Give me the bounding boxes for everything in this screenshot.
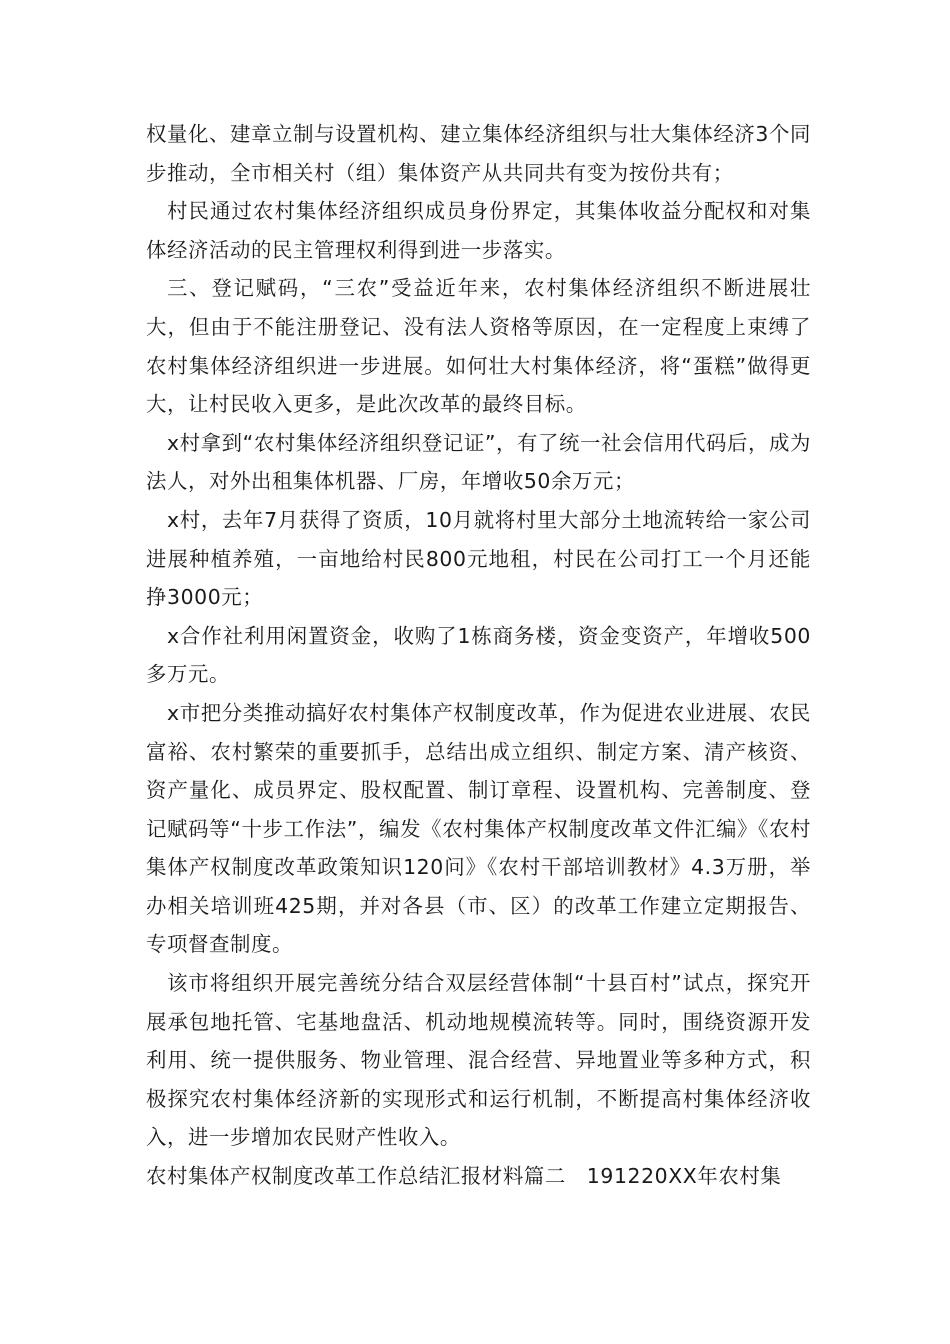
section-heading-line: 农村集体产权制度改革工作总结汇报材料篇二 191220XX年农村集	[146, 1164, 782, 1189]
document-body	[146, 115, 811, 1196]
paragraph-7: x市把分类推动搞好农村集体产权制度改革，作为促进农业进展、农民富裕、农村繁荣的重要抓手，总结出成立组织、制定方案、清产核资、资产量化、成员界定、股权配置、制订章程、设置机构、完善制度、登记赋码等“十步工作法”，编发《农村集体产权制度改革文件汇编》《农村集体产权制度改革政策知识120问》《农村干部培训教材》4.3万册，举办相关培训班425期，并对各县（市、区）的改革工作建立定期报告、专项督查制度。	[146, 700, 811, 957]
paragraph-6: x合作社利用闲置资金，收购了1栋商务楼，资金变资产，年增收500多万元。	[146, 623, 811, 687]
paragraph-5: x村，去年7月获得了资质，10月就将村里大部分土地流转给一家公司进展种植养殖，一亩地给村民800元地租，村民在公司打工一个月还能挣3000元；	[146, 507, 811, 610]
paragraph-8: 该市将组织开展完善统分结合双层经营体制“十县百村”试点，探究开展承包地托管、宅基地盘活、机动地规模流转等。同时，围绕资源开发利用、统一提供服务、物业管理、混合经营、异地置业等多种方式，积极探究农村集体经济新的实现形式和运行机制，不断提高村集体经济收入，进一步增加农民财产性收入。	[146, 971, 811, 1150]
paragraph-2: 村民通过农村集体经济组织成员身份界定，其集体收益分配权和对集体经济活动的民主管理权利得到进一步落实。	[146, 199, 811, 262]
paragraph-3: 三、登记赋码，“三农”受益近年来，农村集体经济组织不断进展壮大，但由于不能注册登记、没有法人资格等原因，在一定程度上束缚了农村集体经济组织进一步进展。如何壮大村集体经济，将“蛋糕”做得更大，让村民收入更多，是此次改革的最终目标。	[146, 276, 811, 417]
paragraph-1: 权量化、建章立制与设置机构、建立集体经济组织与壮大集体经济3个同步推动，全市相关村（组）集体资产从共同共有变为按份共有；	[146, 122, 811, 185]
paragraph-4: x村拿到“农村集体经济组织登记证”，有了统一社会信用代码后，成为法人，对外出租集体机器、厂房，年增收50余万元；	[146, 430, 811, 494]
